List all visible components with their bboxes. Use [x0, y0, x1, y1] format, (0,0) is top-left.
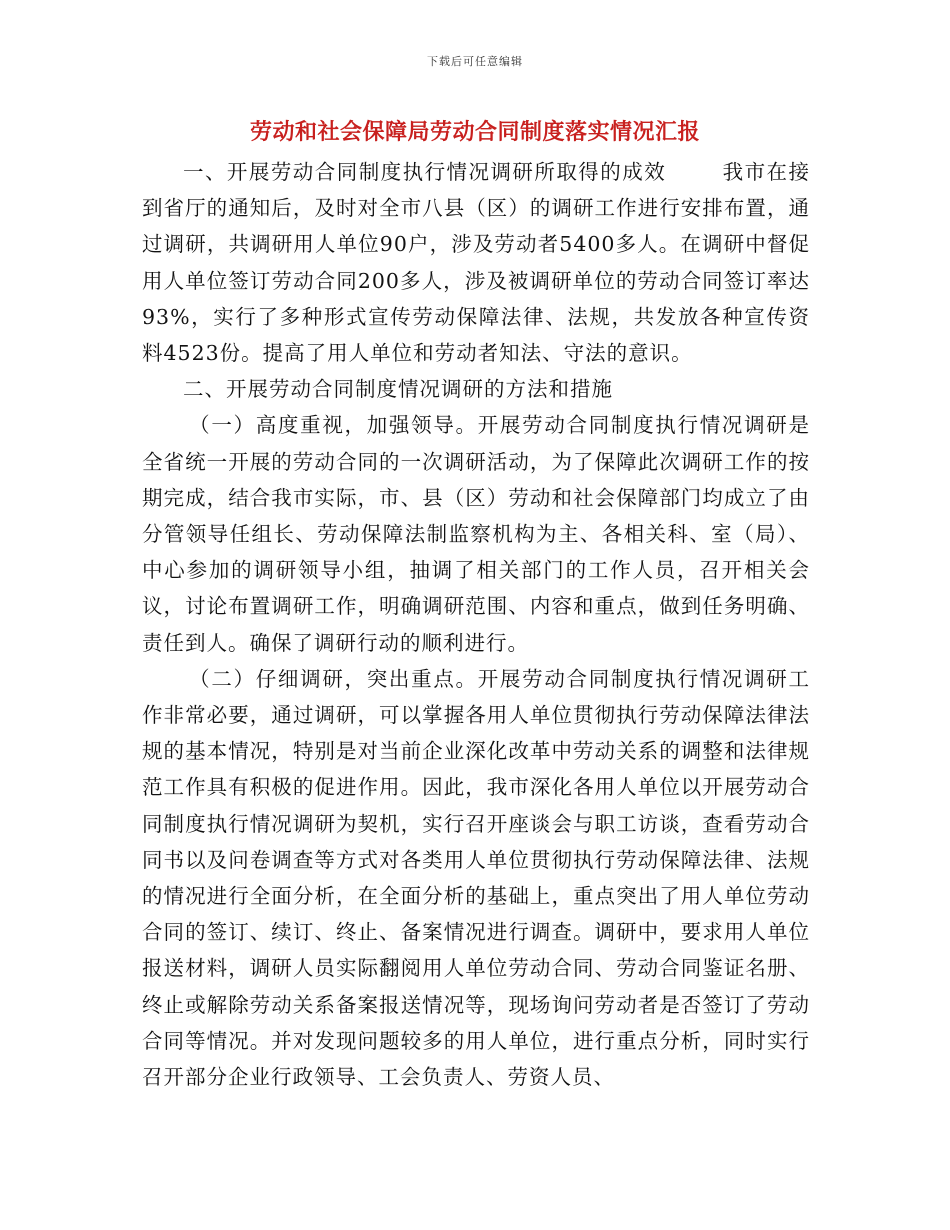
section-2-heading: 二、开展劳动合同制度情况调研的方法和措施 — [183, 377, 613, 402]
section-1-paragraph — [142, 154, 810, 371]
document-body — [142, 154, 810, 1095]
paragraph-2: （二）仔细调研，突出重点。开展劳动合同制度执行情况调研工作非常必要，通过调研，可以掌握各用人单位贯彻执行劳动保障法律法规的基本情况，特别是对当前企业深化改革中劳动关系的调整和法律规范工作具有积极的促进作用。因此，我市深化各用人单位以开展劳动合同制度执行情况调研为契机，实行召开座谈会与职工访谈，查看劳动合同书以及问卷调查等方式对各类用人单位贯彻执行劳动保障法律、法规的情况进行全面分析，在全面分析的基础上，重点突出了用人单位劳动合同的签订、续订、终止、备案情况进行调查。调研中，要求用人单位报送材料，调研人员实际翻阅用人单位劳动合同、劳动合同鉴证名册、终止或解除劳动关系备案报送情况等，现场询问劳动者是否签订了劳动合同等情况。并对发现问题较多的用人单位，进行重点分析，同时实行召开部分企业行政领导、工会负责人、劳资人员、 — [142, 666, 810, 1090]
section-1-body: 我市在接到省厅的通知后，及时对全市八县（区）的调研工作进行安排布置，通过调研，共调研用人单位90户，涉及劳动者5400多人。在调研中督促用人单位签订劳动合同200多人，涉及被调研单位的劳动合同签订率达93%，实行了多种形式宣传劳动保障法律、法规，共发放各种宣传资料4523份。提高了用人单位和劳动者知法、守法的意识。 — [142, 160, 811, 366]
document-title: 劳动和社会保障局劳动合同制度落实情况汇报 — [249, 119, 700, 145]
section-1-heading: 一、开展劳动合同制度执行情况调研所取得的成效 — [183, 160, 667, 184]
paragraph-1: （一）高度重视，加强领导。开展劳动合同制度执行情况调研是全省统一开展的劳动合同的一次调研活动，为了保障此次调研工作的按期完成，结合我市实际，市、县（区）劳动和社会保障部门均成立了由分管领导任组长、劳动保障法制监察机构为主、各相关科、室（局）、中心参加的调研领导小组，抽调了相关部门的工作人员，召开相关会议，讨论布置调研工作，明确调研范围、内容和重点，做到任务明确、责任到人。确保了调研行动的顺利进行。 — [142, 413, 810, 655]
header-note: 下载后可任意编辑 — [427, 55, 523, 68]
